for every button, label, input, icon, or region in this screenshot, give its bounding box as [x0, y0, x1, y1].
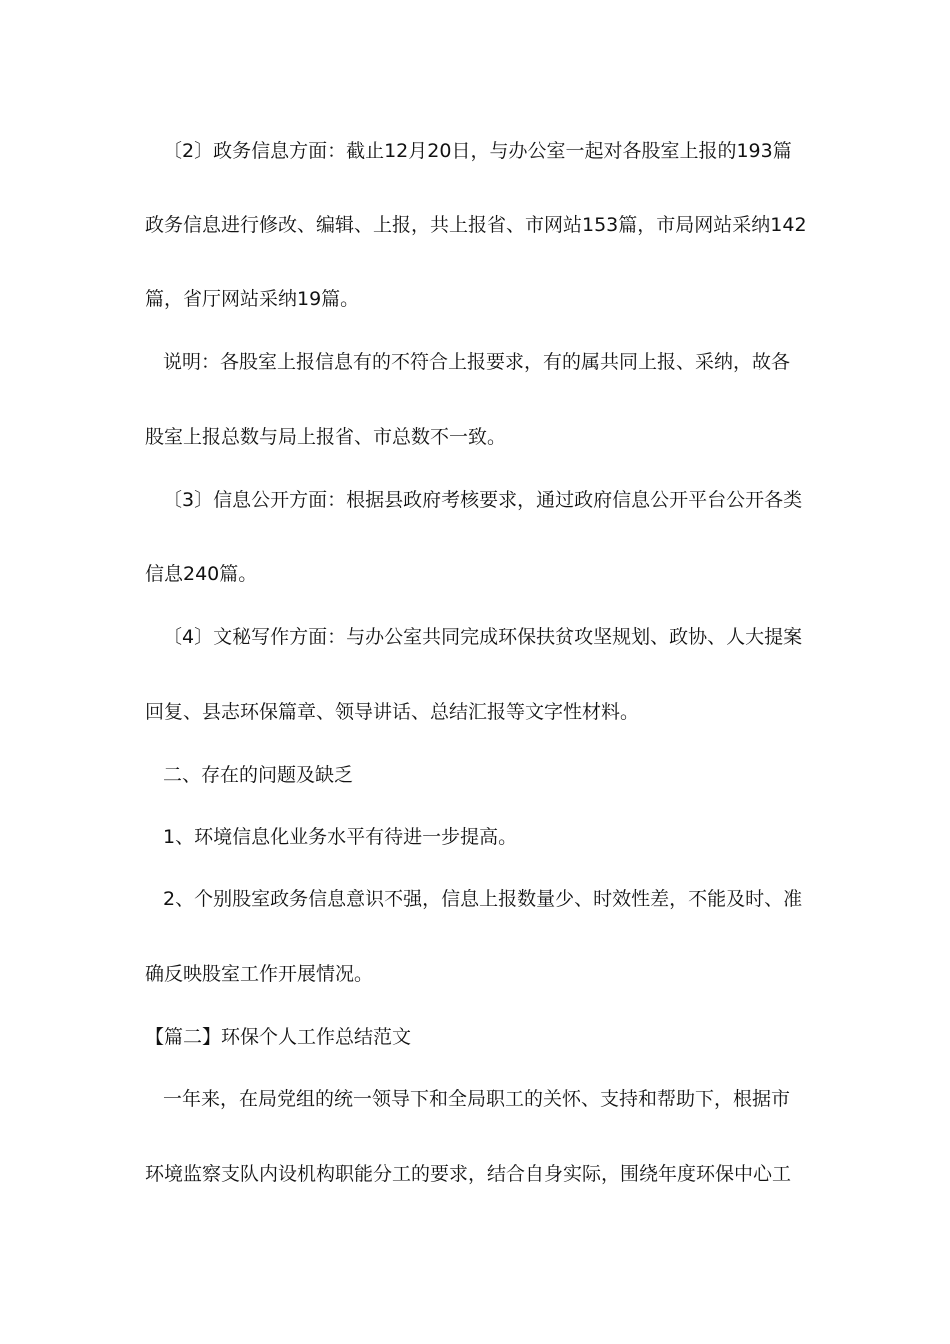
paragraph-line: 〔3〕信息公开方面：根据县政府考核要求，通过政府信息公开平台公开各类: [163, 489, 803, 511]
paragraph-line: 环境监察支队内设机构职能分工的要求，结合自身实际，围绕年度环保中心工: [145, 1163, 792, 1185]
paragraph-line: 政务信息进行修改、编辑、上报，共上报省、市网站153篇，市局网站采纳142: [145, 214, 807, 236]
paragraph-line: 回复、县志环保篇章、领导讲话、总结汇报等文字性材料。: [145, 701, 640, 723]
list-item: 2、个别股室政务信息意识不强，信息上报数量少、时效性差，不能及时、准: [163, 888, 803, 910]
article-heading: 【篇二】环保个人工作总结范文: [145, 1026, 412, 1048]
paragraph-line: 信息240篇。: [145, 563, 258, 585]
paragraph-line: 说明：各股室上报信息有的不符合上报要求，有的属共同上报、采纳，故各: [163, 351, 791, 373]
paragraph-line: 股室上报总数与局上报省、市总数不一致。: [145, 426, 507, 448]
list-item: 1、环境信息化业务水平有待进一步提高。: [163, 826, 518, 848]
paragraph-line: 确反映股室工作开展情况。: [145, 963, 374, 985]
paragraph-line: 一年来，在局党组的统一领导下和全局职工的关怀、支持和帮助下，根据市: [163, 1088, 791, 1110]
paragraph-line: 篇，省厅网站采纳19篇。: [145, 288, 360, 310]
paragraph-line: 〔4〕文秘写作方面：与办公室共同完成环保扶贫攻坚规划、政协、人大提案: [163, 626, 803, 648]
section-heading: 二、存在的问题及缺乏: [163, 764, 354, 786]
paragraph-line: 〔2〕政务信息方面：截止12月20日，与办公室一起对各股室上报的193篇: [163, 140, 792, 162]
